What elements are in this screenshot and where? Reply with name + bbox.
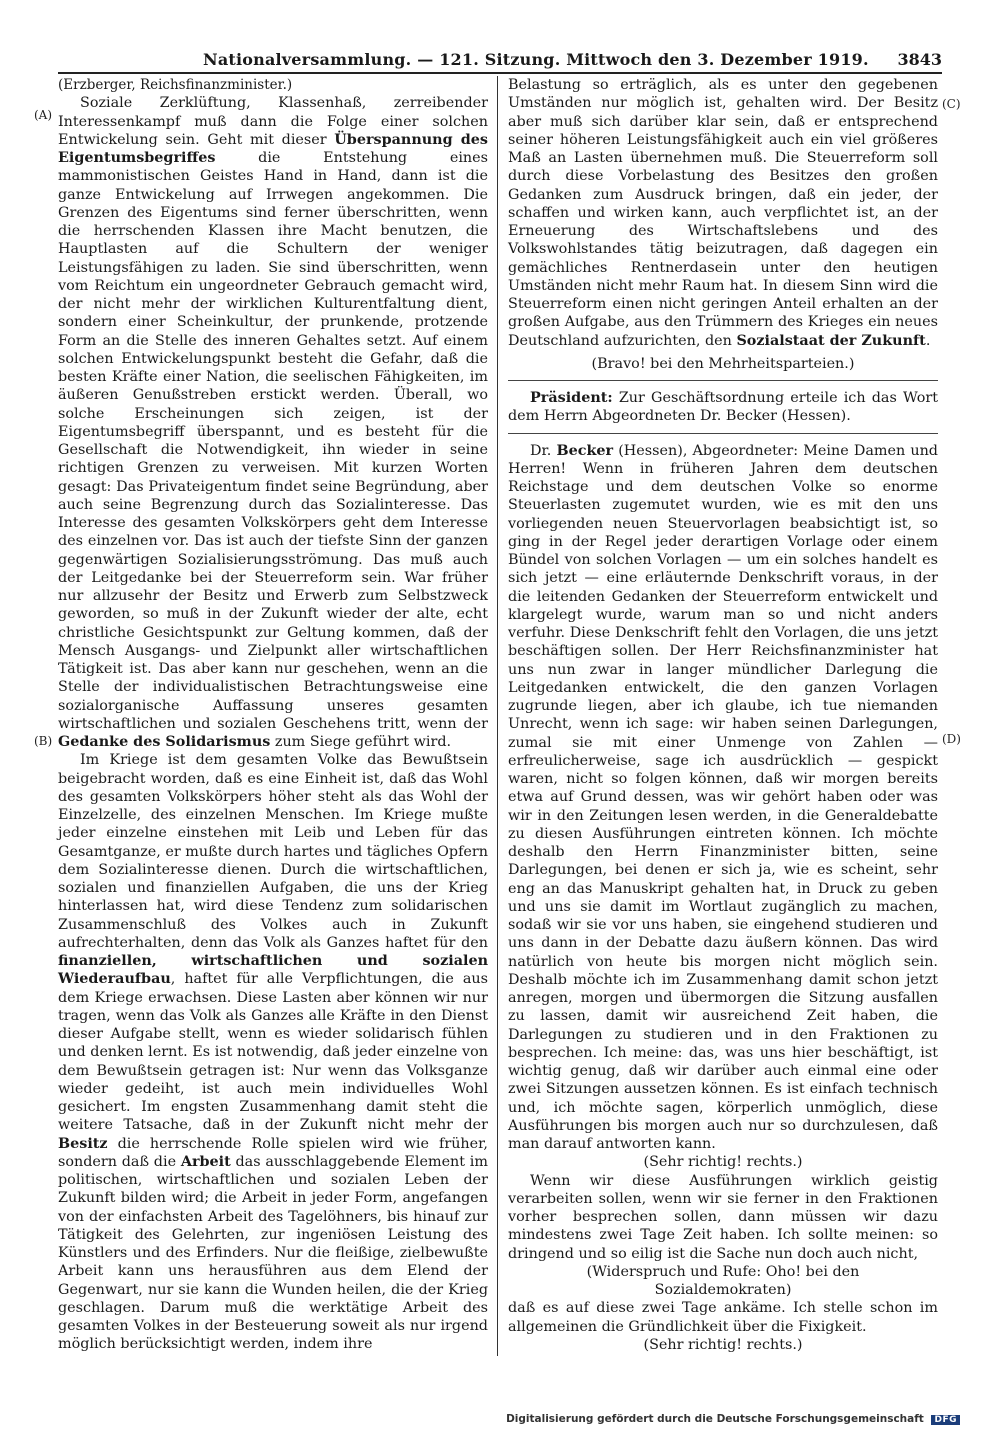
speaker-tag: (Erzberger, Reichsfinanzminister.) (58, 77, 293, 93)
bold-phrase: Überspannung des Eigentumsbegriffes (58, 131, 488, 166)
footer-text: Digitalisierung gefördert durch die Deutsche Forschungsgemeinschaft (506, 1413, 924, 1425)
margin-marker-b: (B) (34, 734, 53, 748)
paragraph: Soziale Zerklüftung, Klassenhaß, zerreibender Interessenkampf muß dann die Folge einer solchen Entwickelung sein. Geht mit dieser Überspannung des Eigentumsbegriffes die Entstehung eines mammonistischen Geistes Hand in Hand, dann ist die ganze Entwickelung auf Irrwegen angekommen. Die Grenzen des Eigentums sind ferner überschritten, wenn die herrschenden Klassen ihre Macht benutzen, die Hauptlasten auf die Schultern der weniger Leistungsfähigen zu laden. Sie sind überschritten, wenn vom Reichtum ein ungeordneter Gebrauch gemacht wird, der nicht mehr der wirklichen Kulturentfaltung dient, sondern einer Scheinkultur, der prunkende, protzende Form an die Stelle des inneren Gehaltes setzt. Auf einem solchen Entwickelungspunkt besteht die Gefahr, daß die besten Kräfte einer Nation, die seelischen Fähigkeiten, im äußeren Genußstreben erstickt werden. Überall, wo solche Erscheinungen sich zeigen, ist der Eigentumsbegriff überspannt, und es besteht für die Gesellschaft die Notwendigkeit, ihn wieder in seine richtigen Grenzen zu verweisen. Mit kurzen Worten gesagt: Das Privateigentum findet seine Begründung, aber auch seine Begrenzung durch das Sozialinteresse. Das Interesse des gesamten Volkskörpers geht dem Interesse des einzelnen vor. Das ist auch der tiefste Sinn der ganzen gegenwärtigen Sozialisierungsströmung. Das muß auch der Leitgedanke bei der Steuerreform sein. War früher nur allzusehr der Besitz und Erwerb zum Selbstzweck geworden, so muß in der Zukunft wieder der alte, echt christliche Gesichtspunkt zur Geltung kommen, daß der Mensch Ausgangs- und Zielpunkt aller wirtschaftlichen Tätigkeit ist. Das aber kann nur geschehen, wenn an die Stelle der individualistischen Betrachtungsweise eine sozialorganische Auffassung unseres gesamten wirtschaftlichen und sozialen Geschehens tritt, wenn der Gedanke des Solidarismus zum Siege geführt wird. (58, 95, 488, 750)
column-divider (497, 76, 498, 1356)
header-title: Nationalversammlung. — 121. Sitzung. Mittwoch den 3. Dezember 1919. (203, 50, 869, 69)
section-rule (508, 380, 938, 381)
paragraph: Im Kriege ist dem gesamten Volke das Bewußtsein beigebracht worden, daß es eine Einheit ist, daß das Wohl des gesamten Volkskörpers höher steht als das Wohl der Einzelzelle, des einzelnen Menschen. Im Kriege mußte jeder einzelne einstehen mit Leib und Leben für das Gesamtganze, er mußte durch hartes und tägliches Opfern dem Sozialinteresse dienen. Durch die wirtschaftlichen, sozialen und finanziellen Aufgaben, die uns der Krieg hinterlassen hat, wird diese Tendenz zum solidarischen Zusammenschluß des Volkes auch in Zukunft aufrechterhalten, denn das Volk als Ganzes haftet für den finanziellen, wirtschaftlichen und sozialen Wiederaufbau, haftet für alle Verpflichtungen, die aus dem Kriege erwachsen. Diese Lasten aber können wir nur tragen, wenn das Volk als Ganzes alle Kräfte in den Dienst dieser Aufgabe stellt, wenn es wieder solidarisch fühlen und denken lernt. Es ist notwendig, daß jeder einzelne von dem Bewußtsein getragen ist: Nur wenn das Volksganze wieder gedeiht, ist auch mein individuelles Wohl gesichert. Im engsten Zusammenhang damit steht die weitere Tatsache, daß in der Zukunft nicht mehr der Besitz die herrschende Rolle spielen wird wie früher, sondern daß die Arbeit das ausschlaggebende Element im politischen, wirtschaftlichen und sozialen Leben der Zukunft bilden wird; die Arbeit in jeder Form, angefangen von der einfachsten Arbeit des Tagelöhners, bis hinauf zur Tätigkeit des Gelehrten, zur ingeniösen Leistung des Künstlers und des Erfinders. Nur die fleißige, zielbewußte Arbeit kann uns herausführen aus dem Elend der Gegenwart, nur sie kann die Wunden heilen, die der Krieg geschlagen. Darum muß die werktätige Arbeit des gesamten Volkes in der Besteuerung soweit als nur irgend möglich berücksichtigt werden, indem ihre (58, 752, 488, 1353)
left-column (58, 76, 488, 1354)
interjection: (Sehr richtig! rechts.) (643, 1336, 803, 1353)
speech-paragraph: Dr. Becker (Hessen), Abgeordneter: Meine Damen und Herren! Wenn in früheren Jahren dem deutschen Reichstage und dem deutschen Volke so enorme Steuerlasten zugemutet wurden, wie es mit den uns vorliegenden neuen Steuervorlagen beabsichtigt ist, so ging in der Regel jeder derartigen Vorlage oder einem Bündel von solchen Vorlagen — um ein solches handelt es sich jetzt — eine erläuternde Denkschrift voraus, in der die leitenden Gedanken der Steuerreform entwickelt und klargelegt wurde, warum man so und nicht anders verfuhr. Diese Denkschrift fehlt den Vorlagen, die uns jetzt beschäftigen sollen. Der Herr Reichsfinanzminister hat uns nun zwar in langer mündlicher Darlegung die Leitgedanken entwickelt, die den ganzen Vorlagen zugrunde liegen, aber ich glaube, ich tue niemanden Unrecht, wenn ich sage: wir haben seinen Darlegungen, zumal sie mit einer Unmenge von Zahlen — erfreulicherweise, sage ich ausdrücklich — gespickt waren, nicht so folgen können, daß wir morgen bereits etwa auf Grund dessen, was wir gehört haben oder was wir in den Zeitungen lesen werden, in die Generaldebatte zu diesen Ausführungen eintreten können. Ich möchte deshalb den Herrn Finanzminister bitten, seine Darlegungen, bei denen er sich ja, wie es scheint, sehr eng an das Manuskript gehalten hat, in Druck zu geben und uns sie damit im Wortlaut zugänglich zu machen, sodaß wir sie vor uns haben, sie eingehend studieren und uns dann in der Debatte dazu äußern können. Das wird natürlich von heute bis morgen nicht möglich sein. Deshalb möchte ich im Zusammenhang damit schon jetzt anregen, morgen und übermorgen die Sitzung ausfallen zu lassen, damit wir ausreichend Zeit haben, die Darlegungen zu studieren und in den Fraktionen zu besprechen. Ich meine: das, was uns hier beschäftigt, ist wichtig genug, daß wir darüber auch einmal eine oder zwei Sitzungen aussetzen können. Es ist einfach technisch und, ich möchte sagen, körperlich unmöglich, diese Ausführungen bis morgen auch nur so durchzulesen, daß man darauf antworten kann. (508, 442, 938, 1152)
interjection: (Widerspruch und Rufe: Oho! bei den (586, 1263, 860, 1280)
footer-credit (506, 1413, 960, 1425)
bold-phrase: Arbeit (180, 1153, 231, 1170)
paragraph: daß es auf diese zwei Tage ankäme. Ich stelle schon im allgemeinen die Gründlichkeit über die Fixigkeit. (508, 1300, 938, 1335)
page-header (58, 48, 942, 74)
speaker-name: Becker (556, 442, 614, 459)
right-column (508, 76, 938, 1354)
margin-marker-d: (D) (942, 732, 961, 746)
president-paragraph: Präsident: Zur Geschäftsordnung erteile ich das Wort dem Herrn Abgeordneten Dr. Becker (Hessen). (508, 390, 938, 425)
dfg-logo: DFG (931, 1415, 960, 1425)
margin-marker-c: (C) (942, 97, 961, 111)
paragraph: Belastung so erträglich, als es unter den gegebenen Umständen nur möglich ist, gehalten wird. Der Besitz aber muß sich darüber klar sein, daß er entsprechend seiner höheren Leistungsfähigkeit auch ein viel größeres Maß an Lasten übernehmen muß. Die Steuerreform soll durch diese Vorbelastung des Besitzes den großen Gedanken zum Ausdruck bringen, daß ein jeder, der schaffen und wirken kann, auch verpflichtet ist, an der Erneuerung des Wirtschaftslebens und des Volkswohlstandes tätig beizutragen, daß dagegen ein gemächliches Rentnerdasein unter den heutigen Umständen nicht mehr Raum hat. In diesem Sinn wird die Steuerreform einen nicht geringen Anteil erhalten an der großen Aufgabe, aus den Trümmern des Krieges ein neues Deutschland aufzurichten, den Sozialstaat der Zukunft. (508, 77, 938, 349)
page-number: 3843 (897, 50, 942, 69)
interjection: (Sehr richtig! rechts.) (643, 1154, 803, 1171)
bold-phrase: Besitz (58, 1135, 108, 1152)
margin-marker-a: (A) (34, 108, 53, 122)
bold-phrase: finanziellen, wirtschaftlichen und sozialen Wiederaufbau (58, 953, 488, 988)
speaker-name: Präsident: (530, 390, 613, 406)
interjection: Sozialdemokraten) (654, 1282, 792, 1298)
bold-phrase: Gedanke des Solidarismus (58, 734, 271, 750)
bold-phrase: Sozialstaat der Zukunft (736, 332, 926, 349)
interjection: (Bravo! bei den Mehrheitsparteien.) (591, 355, 855, 372)
paragraph: Wenn wir diese Ausführungen wirklich geistig verarbeiten sollen, wenn wir sie ferner in den Fraktionen vorher besprechen sollen, dann müssen wir dazu mindestens zwei Tage Zeit haben. Ich sollte meinen: so dringend und so eilig ist die Sache nun doch auch nicht, (508, 1172, 938, 1262)
section-rule (508, 433, 938, 434)
